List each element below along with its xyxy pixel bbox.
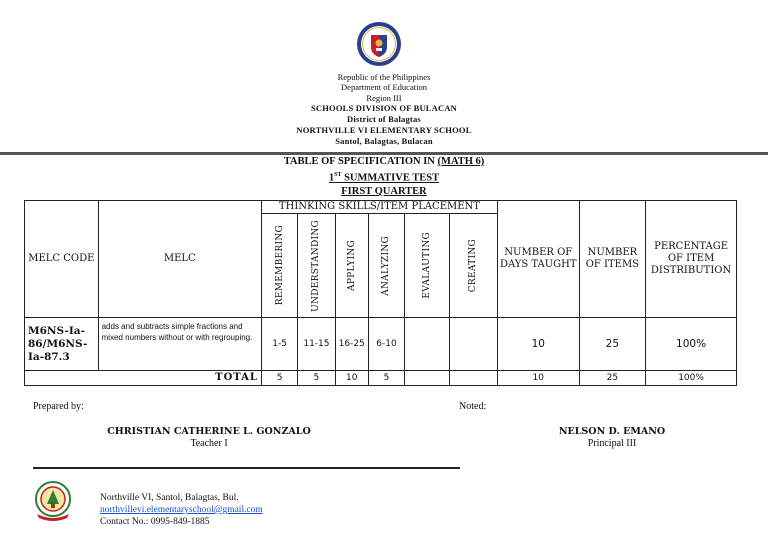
header-address: Santol, Balagtas, Bulacan <box>335 136 433 146</box>
header-divider <box>0 152 768 155</box>
analyzing-cell: 6-10 <box>368 318 404 371</box>
header-melc: MELC <box>98 201 261 318</box>
deped-seal-logo <box>356 21 402 67</box>
skill-label: REMEMBERING <box>274 225 285 306</box>
total-days: 10 <box>497 371 579 386</box>
melc-description-cell: adds and subtracts simple fractions and mixed numbers without or with regrouping. <box>98 318 261 371</box>
header-region: Region III <box>366 93 402 103</box>
total-percentage: 100% <box>646 371 737 386</box>
header-percentage: PERCENTAGE OF ITEM DISTRIBUTION <box>646 201 737 318</box>
test-title <box>0 172 768 184</box>
header-analyzing <box>368 214 404 318</box>
footer-contact: Contact No.: 0995-849-1885 <box>100 517 210 527</box>
total-label: TOTAL <box>25 371 262 386</box>
footer-divider <box>33 467 460 469</box>
footer-address: Northville VI, Santol, Balagtas, Bul. <box>100 493 239 503</box>
quarter-title: FIRST QUARTER <box>341 186 427 197</box>
remembering-cell: 1-5 <box>261 318 297 371</box>
days-taught-cell: 10 <box>497 318 579 371</box>
table-row <box>25 318 737 371</box>
noted-label: Noted: <box>459 401 487 412</box>
preparer-title: Teacher I <box>190 438 228 449</box>
total-remembering: 5 <box>261 371 297 386</box>
total-understanding: 5 <box>298 371 335 386</box>
header-number-items: NUMBER OF ITEMS <box>579 201 646 318</box>
preparer-name: CHRISTIAN CATHERINE L. GONZALO <box>107 426 311 437</box>
header-melc-code: MELC CODE <box>25 201 99 318</box>
applying-cell: 16-25 <box>335 318 368 371</box>
test-label: SUMMATIVE TEST <box>341 172 440 184</box>
skill-label: ANALYZING <box>381 235 392 296</box>
header-evaluating <box>405 214 449 318</box>
total-items: 25 <box>579 371 646 386</box>
title-subject: (MATH 6) <box>437 156 485 167</box>
document-title <box>0 156 768 167</box>
test-number: 1 <box>328 172 335 184</box>
total-creating <box>449 371 497 386</box>
evaluating-cell <box>405 318 449 371</box>
skill-label: CREATING <box>468 238 479 293</box>
skill-label: APPLYING <box>346 240 357 291</box>
total-evaluating <box>405 371 449 386</box>
creating-cell <box>449 318 497 371</box>
table-header-row <box>25 201 737 214</box>
header-department: Department of Education <box>341 82 427 92</box>
prepared-by-label: Prepared by: <box>33 401 84 412</box>
header-days-taught: NUMBER OF DAYS TAUGHT <box>497 201 579 318</box>
noter-title: Principal III <box>587 438 637 449</box>
total-analyzing: 5 <box>368 371 404 386</box>
header-district: District of Balagtas <box>347 114 421 124</box>
number-items-cell: 25 <box>579 318 646 371</box>
school-logo <box>33 480 73 522</box>
skill-label: EVALAUTING <box>421 232 432 299</box>
title-prefix: TABLE OF SPECIFICATION IN <box>283 156 438 167</box>
melc-code-cell: M6NS-Ia-86/M6NS-Ia-87.3 <box>25 318 99 371</box>
header-republic: Republic of the Philippines <box>337 72 431 82</box>
table-total-row <box>25 371 737 386</box>
percentage-cell: 100% <box>646 318 737 371</box>
noter-name: NELSON D. EMANO <box>558 426 666 437</box>
header-understanding <box>298 214 335 318</box>
footer-email-link[interactable]: northvillevi.elementaryschool@gmail.com <box>100 505 263 515</box>
total-applying: 10 <box>335 371 368 386</box>
header-thinking-skills: THINKING SKILLS/ITEM PLACEMENT <box>261 201 497 214</box>
header-school: NORTHVILLE VI ELEMENTARY SCHOOL <box>296 125 472 135</box>
specification-table <box>24 200 737 386</box>
understanding-cell: 11-15 <box>298 318 335 371</box>
header-creating <box>449 214 497 318</box>
skill-label: UNDERSTANDING <box>311 219 322 312</box>
header-applying <box>335 214 368 318</box>
header-division: SCHOOLS DIVISION OF BULACAN <box>310 103 458 113</box>
test-ordinal: ST <box>334 172 342 178</box>
header-remembering <box>261 214 297 318</box>
